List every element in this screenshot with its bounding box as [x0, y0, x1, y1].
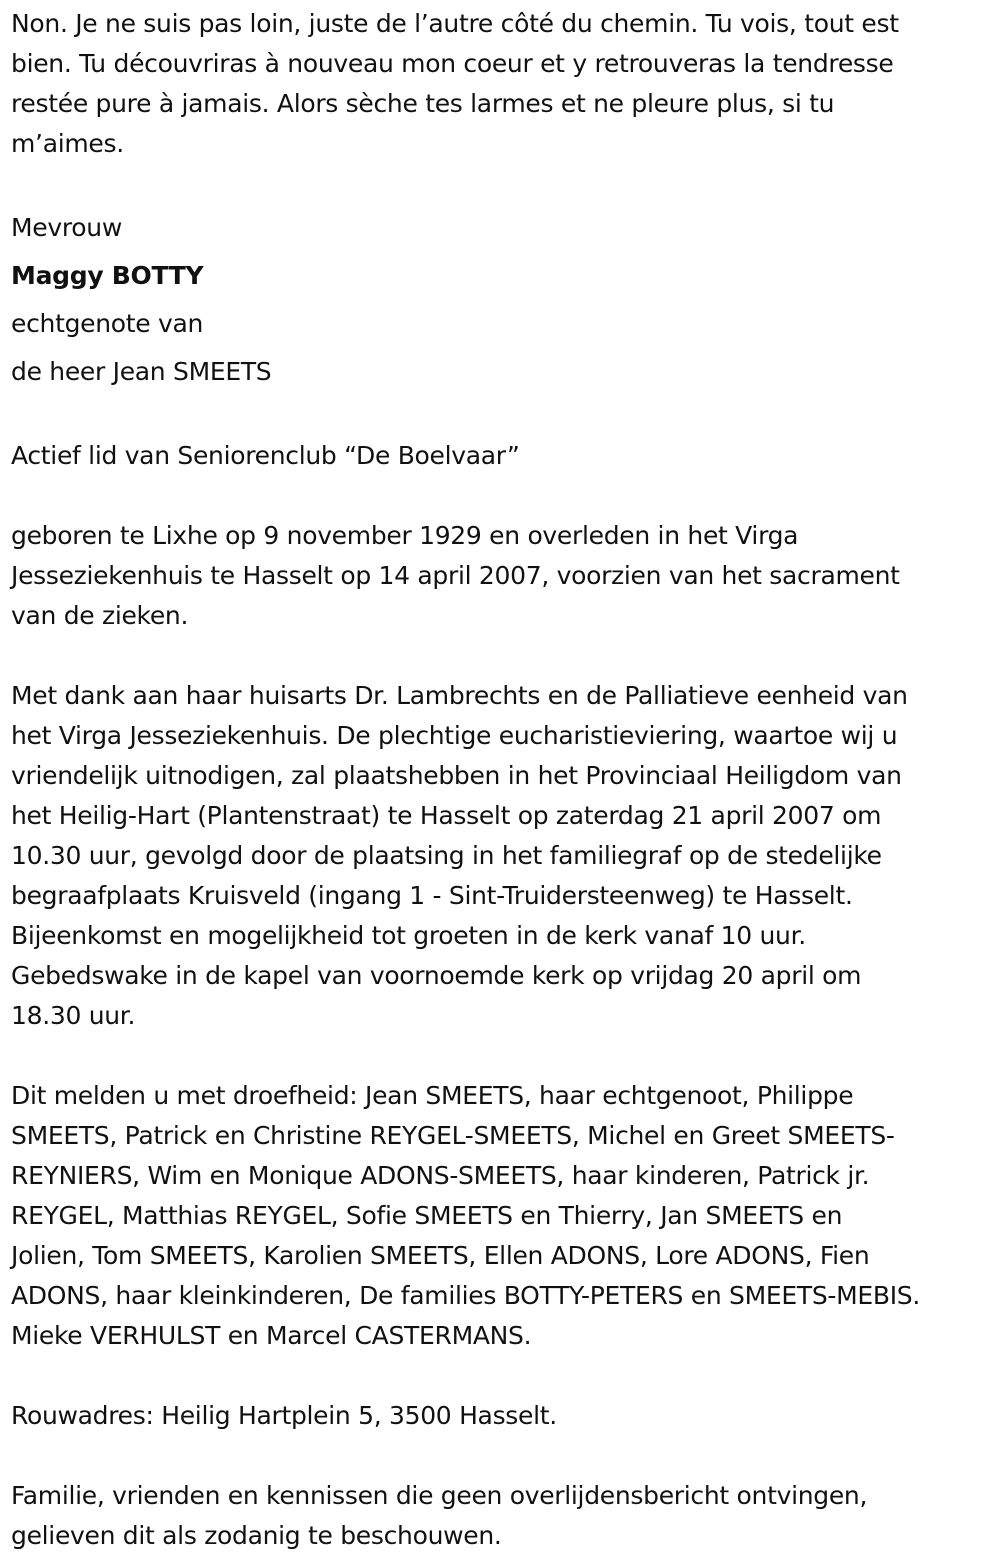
membership-line: Actief lid van Seniorenclub “De Boelvaar” [11, 441, 520, 470]
ceremony-paragraph [11, 676, 990, 1036]
family-line: REYNIERS, Wim en Monique ADONS-SMEETS, haar kinderen, Patrick jr. [11, 1161, 870, 1190]
ceremony-line: het Heilig-Hart (Plantenstraat) te Hasselt op zaterdag 21 april 2007 om [11, 801, 882, 830]
spacer [11, 164, 990, 204]
ceremony-line: Met dank aan haar huisarts Dr. Lambrechts en de Palliatieve eenheid van [11, 681, 908, 710]
ceremony-line: Bijeenkomst en mogelijkheid tot groeten in de kerk vanaf 10 uur. [11, 921, 806, 950]
poem-line: m’aimes. [11, 129, 124, 158]
deceased-relation: echtgenote van [11, 309, 204, 338]
birth-death-line: Jesseziekenhuis te Hasselt op 14 april 2007, voorzien van het sacrament [11, 561, 900, 590]
closing-paragraph [11, 1476, 990, 1556]
ceremony-line: het Virga Jesseziekenhuis. De plechtige eucharistieviering, waartoe wij u [11, 721, 898, 750]
spacer [11, 1036, 990, 1076]
birth-death-line: geboren te Lixhe op 9 november 1929 en overleden in het Virga [11, 521, 799, 550]
closing-line: gelieven dit als zodanig te beschouwen. [11, 1521, 502, 1550]
family-line: Jolien, Tom SMEETS, Karolien SMEETS, Ellen ADONS, Lore ADONS, Fien [11, 1241, 870, 1270]
deceased-name: Maggy BOTTY [11, 261, 204, 290]
ceremony-line: 10.30 uur, gevolgd door de plaatsing in het familiegraf op de stedelijke [11, 841, 882, 870]
spacer [11, 476, 990, 516]
family-line: ADONS, haar kleinkinderen, De families BOTTY-PETERS en SMEETS-MEBIS. [11, 1281, 921, 1310]
closing-line: Familie, vrienden en kennissen die geen overlijdensbericht ontvingen, [11, 1481, 868, 1510]
spacer [11, 1356, 990, 1396]
birth-death-line: van de zieken. [11, 601, 189, 630]
spacer [11, 396, 990, 436]
family-line: REYGEL, Matthias REYGEL, Sofie SMEETS en Thierry, Jan SMEETS en [11, 1201, 843, 1230]
ceremony-line: 18.30 uur. [11, 1001, 136, 1030]
ceremony-line: Gebedswake in de kapel van voornoemde kerk op vrijdag 20 april om [11, 961, 862, 990]
address-line: Rouwadres: Heilig Hartplein 5, 3500 Hasselt. [11, 1401, 557, 1430]
family-line: Dit melden u met droefheid: Jean SMEETS, haar echtgenoot, Philippe [11, 1081, 854, 1110]
birth-death-paragraph [11, 516, 990, 636]
deceased-title: Mevrouw [11, 213, 122, 242]
spacer [11, 1436, 990, 1476]
poem-paragraph [11, 4, 990, 164]
membership-paragraph [11, 436, 990, 476]
family-line: SMEETS, Patrick en Christine REYGEL-SMEETS, Michel en Greet SMEETS- [11, 1121, 895, 1150]
ceremony-line: begraafplaats Kruisveld (ingang 1 - Sint-Truidersteenweg) te Hasselt. [11, 881, 853, 910]
ceremony-line: vriendelijk uitnodigen, zal plaatshebben in het Provinciaal Heiligdom van [11, 761, 902, 790]
address-paragraph [11, 1396, 990, 1436]
deceased-block [11, 204, 990, 396]
spacer [11, 636, 990, 676]
family-paragraph [11, 1076, 990, 1356]
poem-line: Non. Je ne suis pas loin, juste de l’autre côté du chemin. Tu vois, tout est [11, 9, 899, 38]
poem-line: bien. Tu découvriras à nouveau mon coeur et y retrouveras la tendresse [11, 49, 894, 78]
poem-line: restée pure à jamais. Alors sèche tes larmes et ne pleure plus, si tu [11, 89, 835, 118]
family-line: Mieke VERHULST en Marcel CASTERMANS. [11, 1321, 532, 1350]
deceased-spouse: de heer Jean SMEETS [11, 357, 272, 386]
